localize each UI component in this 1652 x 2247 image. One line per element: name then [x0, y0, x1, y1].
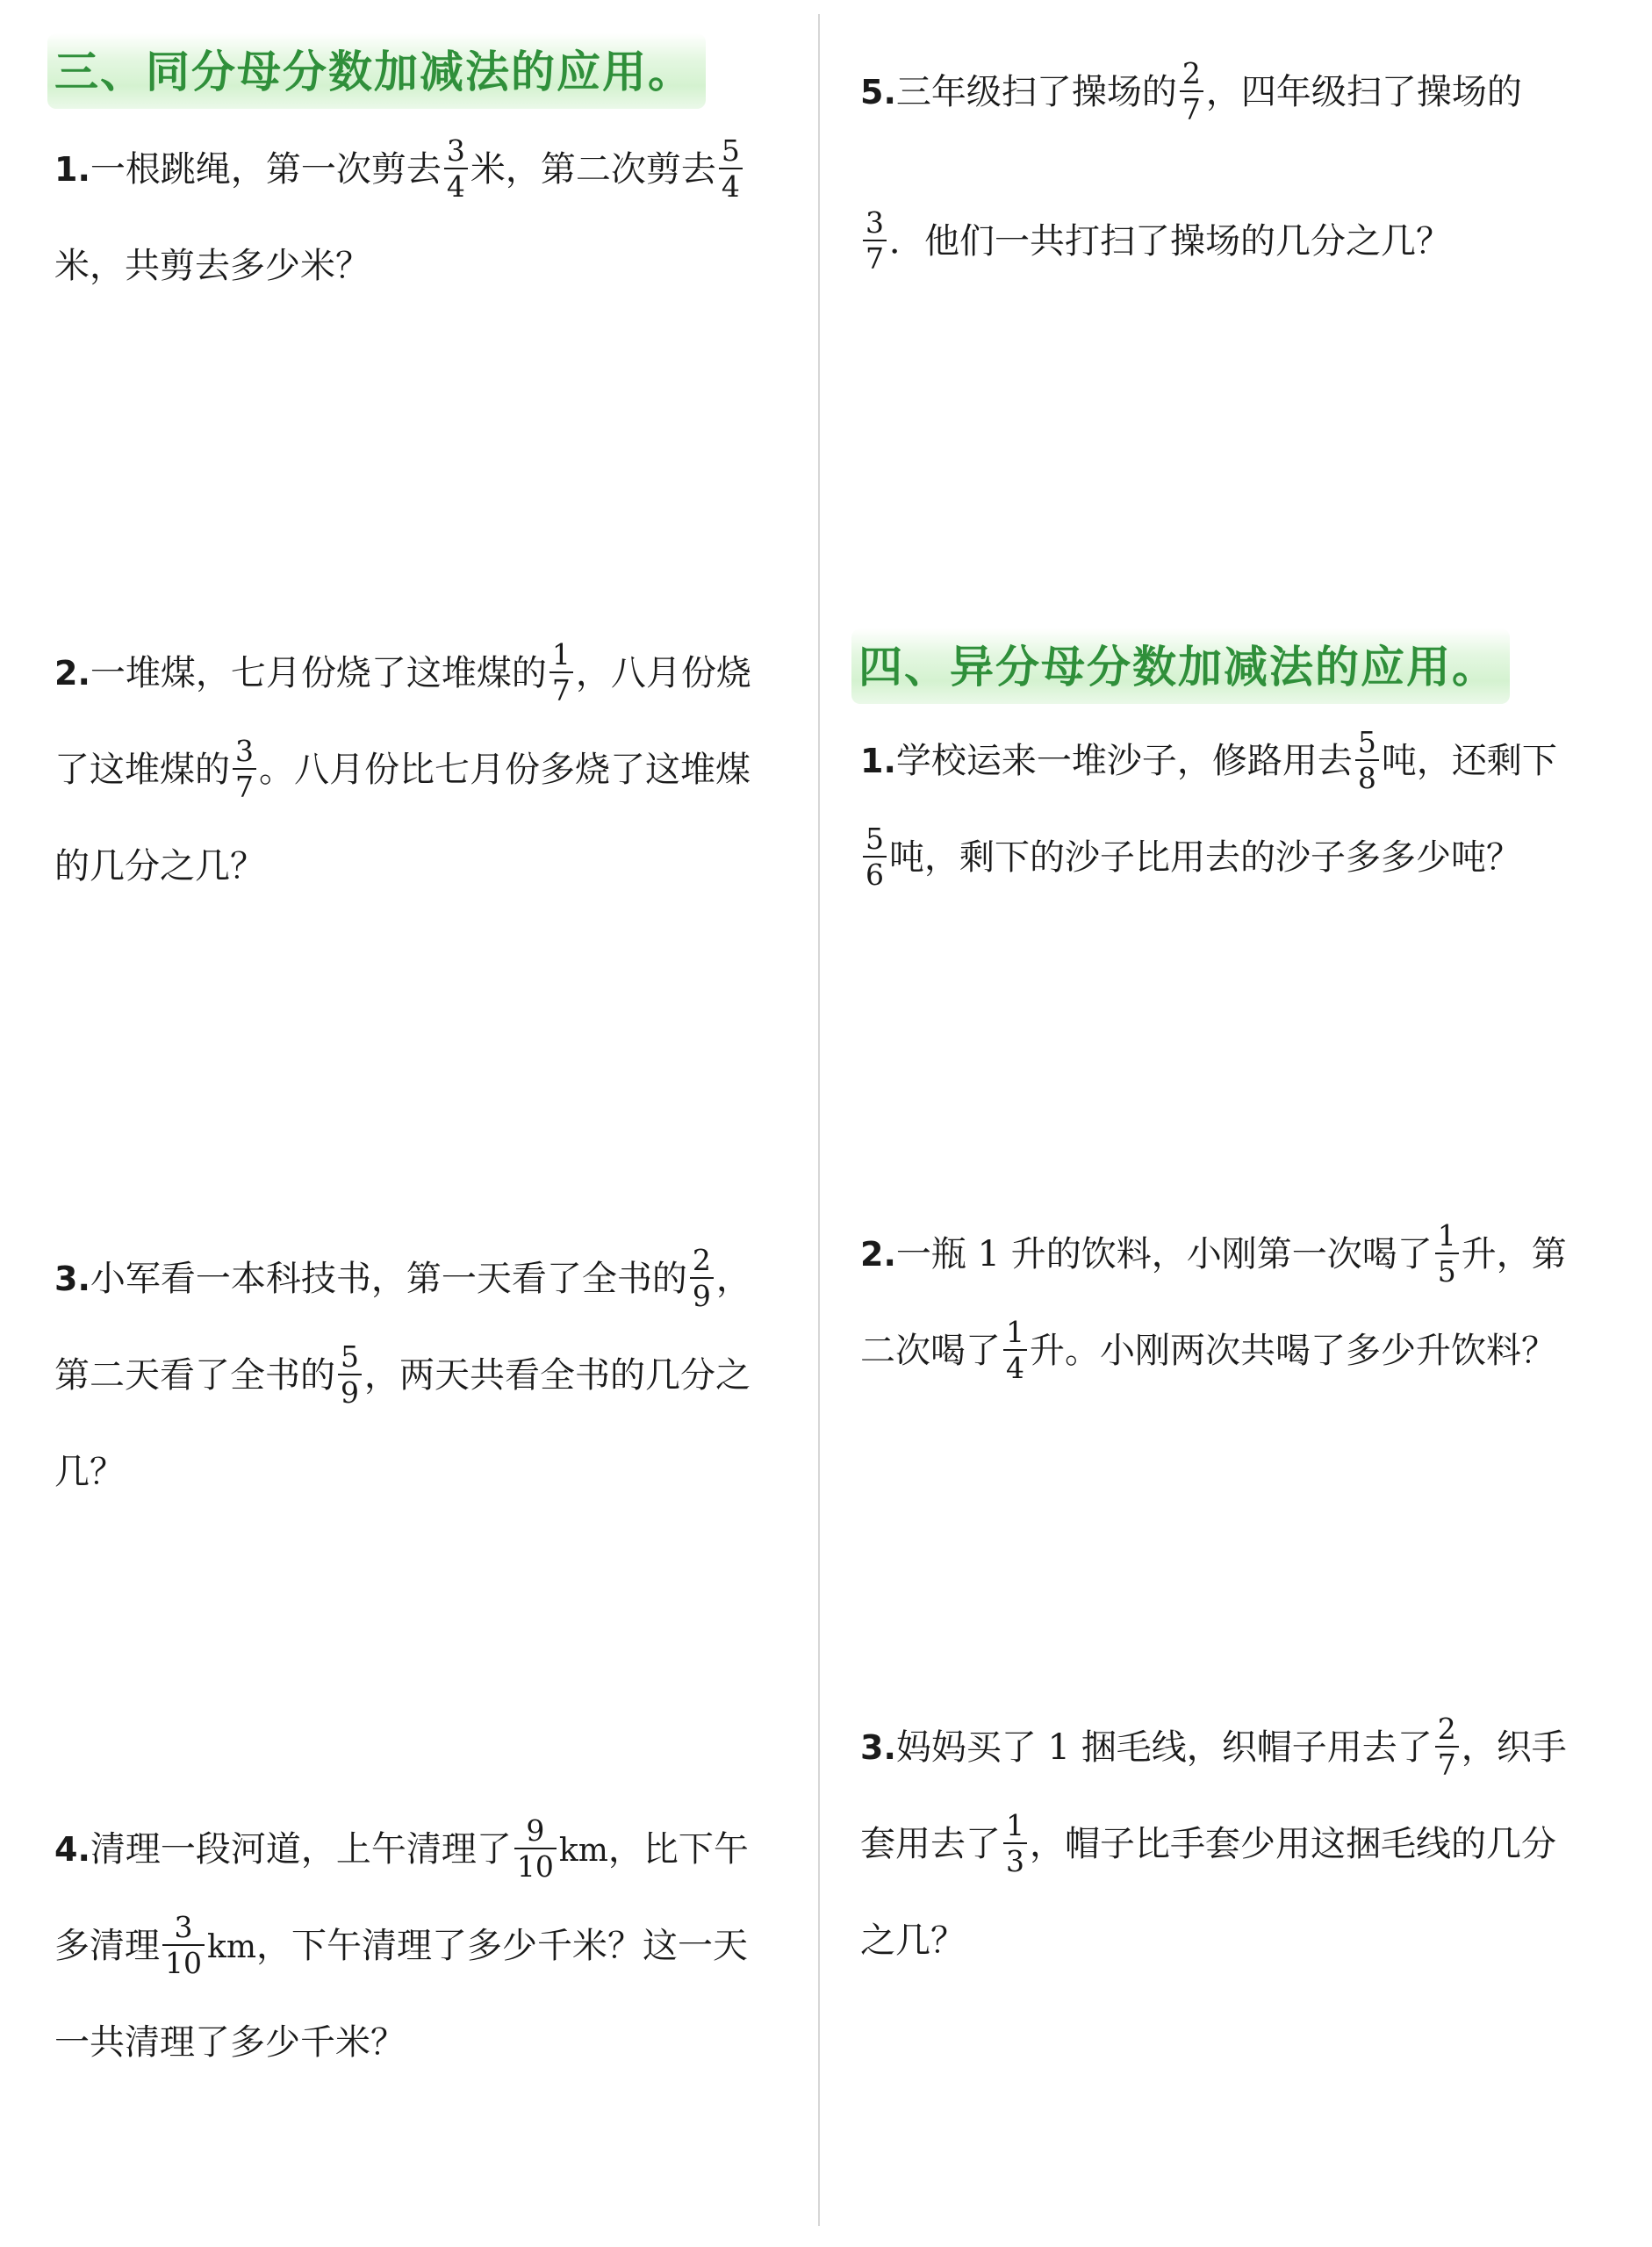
problem-text: 之几？ [860, 1920, 966, 1961]
problem-number: 4. [54, 1830, 90, 1869]
problem-text: 第二天看了全书的 [54, 1355, 335, 1396]
fraction: $\frac{5}{9}$ [338, 1342, 362, 1407]
problem-number: 2. [860, 1235, 896, 1274]
problem-text: ，两天共看全书的几分之 [364, 1355, 751, 1396]
problem-number: 2. [54, 654, 90, 693]
problem-text: 一瓶 1 升的饮料，小刚第一次喝了 [895, 1234, 1433, 1274]
problem-text: 一共清理了多少千米？ [54, 2022, 406, 2063]
problem-text: 一根跳绳，第一次剪去 [90, 149, 442, 190]
problem-number: 3. [860, 1728, 896, 1767]
problem-text: 升。小刚两次共喝了多少升饮料？ [1030, 1331, 1556, 1371]
unit-km: km [558, 1833, 608, 1869]
problem-text: 吨，剩下的沙子比用去的沙子多多少吨？ [889, 837, 1521, 878]
unit-km: km [207, 1929, 256, 1965]
fraction: $\frac{1}{4}$ [1003, 1317, 1027, 1382]
problem-text: 小军看一本科技书，第一天看了全书的 [90, 1259, 687, 1299]
problem-number: 1. [860, 742, 896, 780]
problem-text: 米，共剪去多少米？ [54, 246, 370, 286]
section-3-heading: 三、同分母分数加减法的应用。 [47, 33, 706, 109]
problem-text: 多清理 [54, 1926, 160, 1966]
problem-text: 清理一段河道，上午清理了 [90, 1829, 512, 1870]
fraction: $\frac{2}{9}$ [690, 1246, 714, 1310]
problem-text: ，八月份烧 [575, 653, 751, 693]
problem-text: ， [715, 1259, 751, 1299]
fraction: $\frac{3}{4}$ [444, 136, 468, 201]
problem-text: 米，第二次剪去 [470, 149, 716, 190]
problem-number: 5. [860, 73, 896, 111]
problem-text: 吨，还剩下 [1381, 741, 1557, 781]
problem-3-4 [54, 1801, 749, 2091]
problem-number: 3. [54, 1260, 90, 1298]
problem-text: 学校运来一堆沙子，修路用去 [895, 741, 1353, 781]
fraction: $\frac{1}{7}$ [549, 640, 573, 705]
fraction: $\frac{2}{7}$ [1180, 59, 1203, 124]
fraction: $\frac{1}{5}$ [1435, 1221, 1459, 1286]
fraction: $\frac{5}{6}$ [863, 824, 887, 889]
problem-4-2 [860, 1206, 1567, 1399]
problem-3-3 [54, 1231, 751, 1520]
problem-3-1 [54, 121, 745, 314]
problem-text: 。八月份比七月份多烧了这堆煤 [259, 750, 751, 790]
problem-4-3 [860, 1699, 1567, 1989]
fraction: $\frac{1}{3}$ [1003, 1811, 1027, 1876]
problem-text: 升，第 [1461, 1234, 1567, 1274]
problem-text: 三年级扫了操场的 [895, 72, 1177, 112]
fraction: $\frac{3}{10}$ [162, 1913, 205, 1978]
problem-text: ，帽子比手套少用这捆毛线的几分 [1030, 1824, 1556, 1864]
problem-text: ，下午清理了多少千米？这一天 [255, 1926, 748, 1966]
problem-text: ．他们一共打扫了操场的几分之几？ [889, 221, 1451, 262]
problem-text: 的几分之几？ [54, 846, 265, 887]
fraction: $\frac{3}{7}$ [233, 736, 256, 801]
problem-number: 1. [54, 150, 90, 189]
section-4-heading: 四、异分母分数加减法的应用。 [851, 628, 1510, 704]
problem-3-5 [860, 44, 1522, 290]
problem-text: 套用去了 [860, 1824, 1001, 1864]
fraction: $\frac{5}{8}$ [1355, 728, 1379, 793]
problem-text: 一堆煤，七月份烧了这堆煤的 [90, 653, 547, 693]
column-divider [818, 14, 820, 2226]
fraction: $\frac{5}{4}$ [719, 136, 743, 201]
problem-text: ，四年级扫了操场的 [1205, 72, 1522, 112]
problem-text: 妈妈买了 1 捆毛线，织帽子用去了 [895, 1727, 1433, 1768]
problem-text: 二次喝了 [860, 1331, 1001, 1371]
problem-text: ，织手 [1461, 1727, 1567, 1768]
problem-4-1 [860, 713, 1557, 906]
problem-text: 了这堆煤的 [54, 750, 230, 790]
problem-text: 几？ [54, 1452, 125, 1492]
problem-3-2 [54, 625, 751, 915]
fraction: $\frac{9}{10}$ [514, 1816, 557, 1881]
fraction: $\frac{2}{7}$ [1435, 1714, 1459, 1779]
problem-text: ，比下午 [607, 1829, 749, 1870]
fraction: $\frac{3}{7}$ [863, 208, 887, 273]
